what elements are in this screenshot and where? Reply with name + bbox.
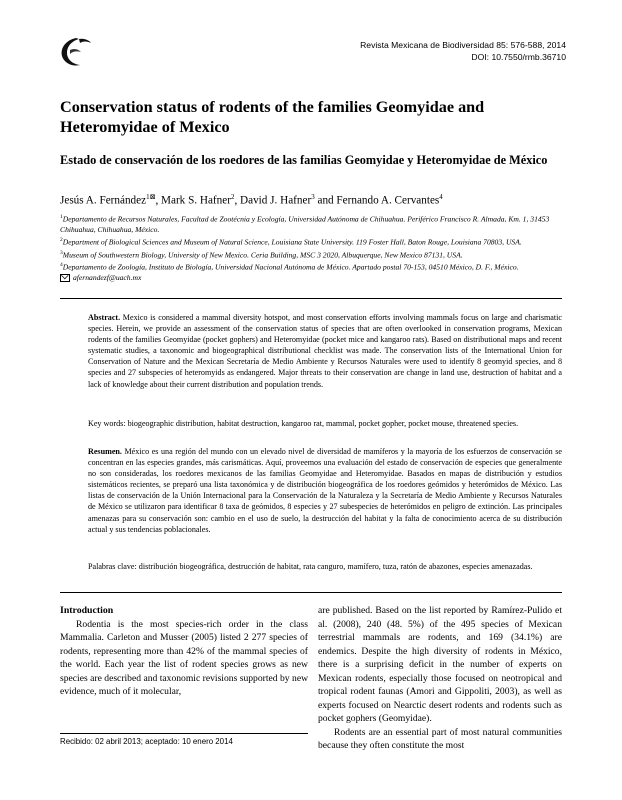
article-title: Conservation status of rodents of the families Geomyidae and Heteromyidae of Mexico	[60, 98, 485, 136]
doi: DOI: 10.7550/rmb.36710	[471, 51, 566, 62]
journal-logo-icon	[58, 36, 92, 68]
keywords: Key words: biogeographic distribution, habitat destruction, kangaroo rat, mammal, pocket gopher, pocket mouse, threatened species.	[88, 419, 519, 428]
journal-citation: Revista Mexicana de Biodiversidad 85: 576-588, 2014	[360, 40, 566, 50]
affiliations	[60, 212, 565, 283]
article-subtitle: Estado de conservación de los roedores de las familias Geomyidae y Heteromyidae de México	[60, 153, 548, 167]
received-dates: Recibido: 02 abril 2013; aceptado: 10 enero 2014	[60, 737, 233, 746]
right-column	[318, 604, 562, 753]
author-affiliation-mark: 4	[439, 193, 443, 201]
author-name: , David J. Hafner	[234, 194, 312, 207]
journal-header	[360, 40, 566, 63]
affiliation: $^3$Museum of Southwestern Biology, University of New Mexico. Ceria Building, MSC 3 2020, Albuquerque, New Mexico 87131, USA.	[60, 249, 463, 260]
author-affiliation-mark: 2	[230, 193, 235, 201]
email-address[interactable]: afernandezf@uach.mx	[73, 273, 142, 283]
author-name: Jesús A. Fernández	[60, 194, 147, 207]
author-affiliation-mark: 3	[311, 193, 315, 201]
top-divider	[60, 298, 562, 299]
palabras-clave: Palabras clave: distribución biogeográfica, destrucción de habitat, rata canguro, mamífero, tuza, ratón de abazones, especies amenazadas.	[88, 562, 533, 571]
left-column	[60, 604, 308, 699]
affiliation: $^2$Department of Biological Sciences and Museum of Natural Science, Louisiana State University. 119 Foster Hall, Baton Rouge, Louisiana 70803, USA.	[60, 236, 522, 247]
author-name: and Fernando A. Cervantes	[314, 194, 440, 207]
resumen-label: Resumen.	[88, 447, 122, 456]
abstract-text: Mexico is considered a mammal diversity hotspot, and most conservation efforts involving mammals focus on large and charismatic species. Herein, we provide an assessment of the conservation status of species that are often overlooked in conservation programs, Mexican rodents of the families Geomyidae (pocket gophers) and Heteromyidae (pocket mice and kangaroo rats). Based on distributional maps and recent systematic studies, a taxonomic and biogeographical distributional checklist was made. The conservation lists of the International Union for Conservation of Nature and the Mexican Secretaría de Medio Ambiente y Recursos Naturales were used to identify 8 geomyid species, and 8 species and 27 subspecies of heteromyids as endangered. Major threats to their conservation are change in land use, destruction of habitat and a lack of knowledge about their current distribution and population trends.	[88, 313, 562, 389]
abstract	[88, 312, 562, 390]
resumen	[88, 446, 562, 535]
paragraph: Rodents are an essential part of most natural communities because they often constitute the most	[318, 726, 562, 751]
affiliation: $^1$Departamento de Recursos Naturales, Facultad de Zootécnia y Ecología, Universidad Autónoma de Chihuahua. Periférico Francisco R. Almada, Km. 1, 31453 Chihuahua, Chihuahua, México.	[60, 214, 550, 234]
author-affiliation-mark: 1⊠	[146, 193, 156, 201]
author-list	[60, 193, 443, 207]
envelope-icon	[60, 274, 70, 282]
resumen-text: México es una región del mundo con un elevado nivel de diversidad de mamíferos y la mayoría de los esfuerzos de conservación se concentran en las especies grandes, más carismáticas. Aquí, proveemos una evaluación del estado de conservación de especies que generalmente no son consideradas, los roedores mexicanos de las familias Geomyidae and Heteromyidae. Basados en mapas de distribución y estudios sistemáticos recientes, se preparó una lista taxonómica y de distribución biogeográfica de los roedores geómidos y heterómidos de México. Las listas de conservación de la Unión Internacional para la Conservación de la Naturaleza y la Secretaría de Medio Ambiente y Recursos Naturales de México se utilizaron para identificar 8 taxa de geómidos, 8 especies y 27 subespecies de heterómidos en peligro de extinción. Las principales amenazas para su conservación son: cambio en el uso de suelo, la destrucción del habitat y la falta de conocimiento acerca de su distribución actual y sus tendencias poblacionales.	[88, 447, 562, 534]
paragraph: are published. Based on the list reported by Ramírez-Pulido et al. (2008), 240 (48. 5%) of the 495 species of Mexican terrestrial mammals are rodents, and 169 (34.1%) are endemics. Despite the high diversity of rodents in México, there is a surprising deficit in the number of experts on Mexican rodents, especially those focused on neotropical and tropical rodent faunas (Amori and Gippoliti, 2003), as well as experts focused on Nearctic desert rodents and rodents such as pocket gophers (Geomyidae).	[318, 605, 562, 724]
paragraph: Rodentia is the most species-rich order in the class Mammalia. Carleton and Musser (2005) listed 2 277 species of rodents, representing more than 42% of the mammal species of the world. Each year the list of rodent species grows as new species are described and taxonomic revisions supported by new evidence, much of it molecular,	[60, 618, 308, 697]
bottom-divider	[60, 592, 562, 593]
affiliation: $^4$Departamento de Zoología, Instituto de Biología, Universidad Nacional Autónoma de México. Apartado postal 70-153, 04510 México, D. F., México.	[60, 262, 519, 272]
corresponding-email	[60, 273, 565, 283]
footnote-divider	[60, 733, 308, 734]
section-heading: Introduction	[60, 605, 114, 616]
abstract-label: Abstract.	[88, 313, 121, 322]
author-name: , Mark S. Hafner	[155, 194, 231, 207]
